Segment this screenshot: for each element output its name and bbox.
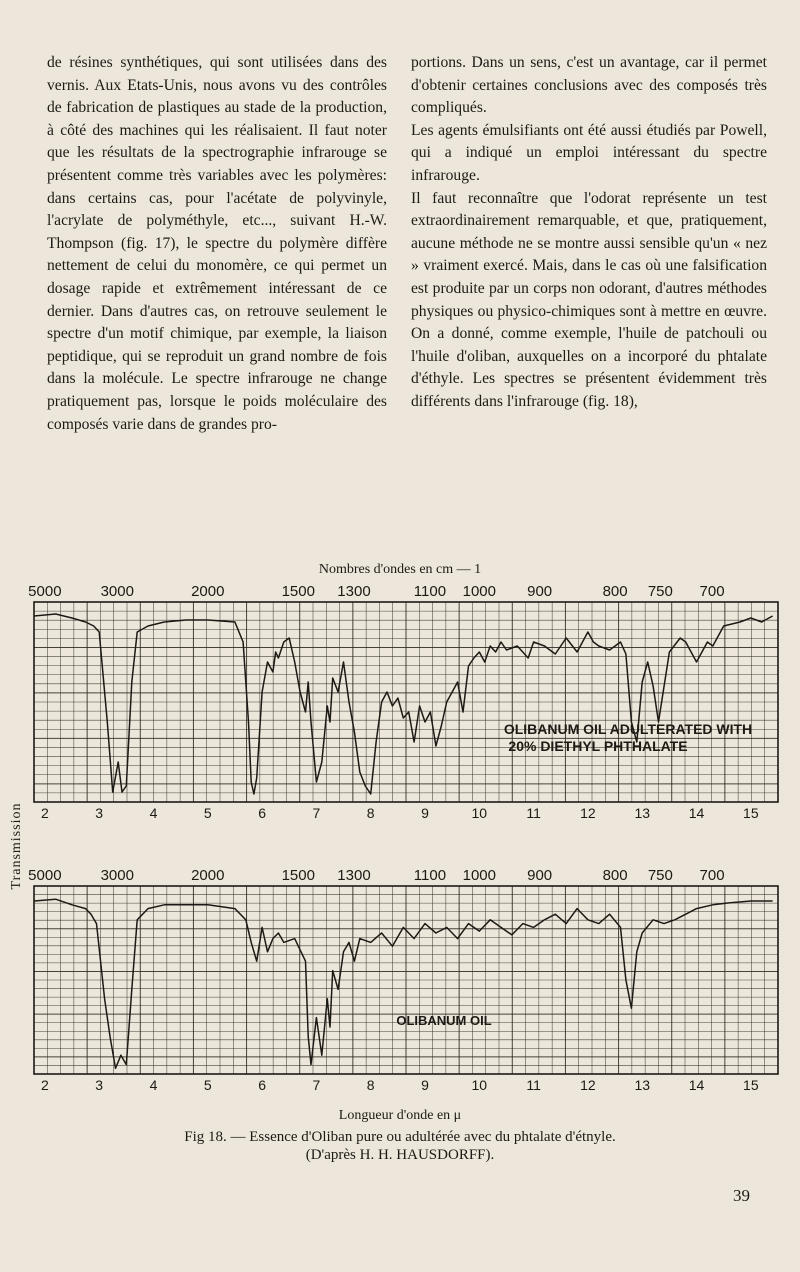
- wavelength-tick-label: 8: [366, 805, 375, 821]
- wavenumber-tick-label: 1100: [413, 583, 447, 600]
- wavenumber-tick-label: 1000: [462, 867, 497, 884]
- wavelength-tick-label: 14: [688, 805, 705, 821]
- page-number: 39: [733, 1186, 750, 1205]
- wavelength-tick-label: 7: [312, 805, 321, 821]
- wavenumber-tick-label: 900: [527, 867, 553, 884]
- wavenumber-tick-label: 750: [647, 867, 673, 884]
- spectrum-line: [34, 614, 773, 794]
- wavenumber-tick-label: 1100: [413, 867, 447, 884]
- wavelength-tick-label: 13: [634, 1077, 651, 1093]
- wavelength-tick-label: 4: [149, 1077, 158, 1093]
- wavelength-tick-label: 2: [40, 1077, 49, 1093]
- wavenumber-tick-label: 1300: [337, 867, 371, 884]
- wavelength-tick-label: 4: [149, 805, 158, 821]
- wavenumber-tick-label: 5000: [28, 583, 62, 600]
- figure-credit: (D'après H. H. HAUSDORFF).: [305, 1147, 495, 1163]
- chart-grid: [34, 602, 778, 802]
- chart-annotation: OLIBANUM OIL ADULTERATED WITH: [503, 721, 753, 737]
- wavelength-tick-label: 10: [471, 805, 488, 821]
- wavenumber-tick-label: 5000: [28, 867, 62, 884]
- wavenumber-tick-label: 700: [699, 583, 725, 600]
- wavenumber-tick-label: 1300: [337, 583, 371, 600]
- wavelength-tick-label: 11: [526, 1077, 541, 1093]
- spectrum-chart-pure: [0, 862, 800, 1108]
- wavelength-axis-title: Longueur d'onde en μ: [338, 1108, 462, 1123]
- paragraph: de résines synthétiques, qui sont utilisées dans des vernis. Aux Etats-Unis, nous avons vu des contrôles de fabrication de plastiques au stade de la production, à côté des machines qui les réalisaient. Il faut noter que les résultats de la spectrographie infrarouge se présentent comme très variables avec les polymères: dans certains cas, pour l'acétate de polyvinyle, l'acrylate de polyméthyle, etc..., suivant H.-W. Thompson (fig. 17), le spectre du polymère diffère nettement de celui du monomère, ce qui permet un dosage rapide et extrêmement intéressant de ce dernier. Dans d'autres cas, on retrouve seulement le spectre d'un motif chimique, par exemple, la liaison peptidique, qui se reproduit un grand nombre de fois dans la molécule. Le spectre infrarouge ne change pratiquement pas, lorsque le poids moléculaire des composés varie dans de grandes pro-: [47, 54, 387, 433]
- wavelength-tick-label: 3: [95, 805, 104, 821]
- wavelength-tick-label: 10: [471, 1077, 488, 1093]
- wavelength-tick-label: 3: [95, 1077, 104, 1093]
- wavelength-tick-label: 7: [312, 1077, 321, 1093]
- chart-annotation: OLIBANUM OIL: [396, 1013, 492, 1029]
- spectrum-line: [34, 899, 773, 1068]
- wavenumber-tick-label: 750: [647, 583, 673, 600]
- wavelength-tick-label: 8: [366, 1077, 375, 1093]
- wavelength-tick-label: 13: [634, 805, 651, 821]
- wavenumber-tick-label: 3000: [100, 867, 134, 884]
- paragraph: Il faut reconnaître que l'odorat représente un test extraordinairement remarquable, et que, pratiquement, aucune méthode ne se montre aussi sensible qu'un « nez » vraiment exercé. Mais, dans le cas où une falsification est produite par un corps non odorant, d'autres méthodes physiques ou physico-chimiques sont à mettre en œuvre. On a donné, comme exemple, l'huile de patchouli ou l'huile d'oliban, auxquelles on a incorporé du phtalate d'éthyle. Les spectres se présentent évidemment très différents dans l'infrarouge (fig. 18),: [411, 189, 767, 410]
- wavenumber-tick-label: 3000: [100, 583, 134, 600]
- wavelength-tick-label: 2: [40, 805, 49, 821]
- wavenumber-tick-label: 800: [602, 867, 628, 884]
- wavenumber-tick-label: 1000: [462, 583, 497, 600]
- wavenumber-tick-label: 1500: [281, 867, 315, 884]
- wavenumber-tick-label: 900: [527, 583, 553, 600]
- text-column-left: [47, 52, 387, 436]
- paragraph: Les agents émulsifiants ont été aussi étudiés par Powell, qui a indiqué un emploi intéressant du spectre infrarouge.: [411, 121, 767, 184]
- wavelength-tick-label: 11: [526, 805, 541, 821]
- spectrum-chart-adulterated: [0, 578, 800, 836]
- wavelength-tick-label: 6: [258, 1077, 266, 1093]
- wavelength-tick-label: 9: [421, 805, 429, 821]
- wavelength-tick-label: 15: [743, 805, 759, 821]
- wavelength-tick-label: 12: [580, 805, 596, 821]
- figure-caption: Fig 18. — Essence d'Oliban pure ou adultérée avec du phtalate d'étnyle.: [184, 1129, 616, 1145]
- y-axis-label: Transmission: [9, 802, 24, 890]
- wavelength-tick-label: 5: [203, 805, 212, 821]
- wavelength-tick-label: 12: [580, 1077, 596, 1093]
- wavelength-tick-label: 6: [258, 805, 266, 821]
- wavelength-tick-label: 5: [203, 1077, 212, 1093]
- wavelength-tick-label: 9: [421, 1077, 429, 1093]
- wavelength-tick-label: 15: [743, 1077, 759, 1093]
- chart-grid: [34, 886, 778, 1074]
- wavenumber-axis-title: Nombres d'ondes en cm — 1: [318, 562, 482, 577]
- chart-annotation: 20% DIETHYL PHTHALATE: [508, 738, 688, 754]
- wavenumber-tick-label: 700: [699, 867, 725, 884]
- wavenumber-tick-label: 1500: [281, 583, 315, 600]
- paragraph: portions. Dans un sens, c'est un avantage, car il permet d'obtenir certaines conclusions avec des composés très compliqués.: [411, 54, 767, 117]
- wavenumber-tick-label: 2000: [191, 867, 225, 884]
- wavenumber-tick-label: 2000: [191, 583, 225, 600]
- wavelength-tick-label: 14: [688, 1077, 705, 1093]
- text-column-right: [411, 52, 767, 414]
- wavenumber-tick-label: 800: [602, 583, 628, 600]
